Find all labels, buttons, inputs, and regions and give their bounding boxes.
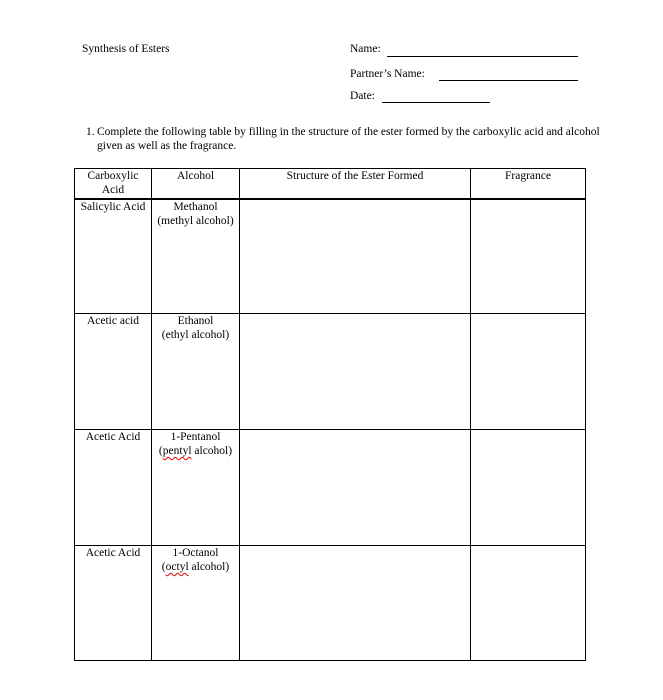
instruction-number: 1. — [86, 126, 95, 138]
alcohol-common-name — [154, 214, 237, 228]
table-header-row — [75, 169, 586, 199]
header-carboxylic-acid: Carboxylic Acid — [75, 169, 152, 199]
alcohol-cell — [152, 546, 240, 661]
table-row — [75, 546, 586, 661]
header-fragrance: Fragrance — [471, 169, 586, 199]
alcohol-common-pre: (methyl — [157, 214, 194, 227]
instruction-text: Complete the following table by filling in the structure of the ester formed by the carboxylic acid and alcohol given as well as the fragrance. — [97, 126, 600, 152]
alcohol-common-name — [154, 328, 237, 342]
alcohol-common-pre: ( — [158, 445, 163, 457]
alcohol-common-post: alcohol) — [191, 445, 233, 457]
alcohol-common-word: octyl — [165, 561, 189, 573]
table-row — [75, 430, 586, 546]
name-field[interactable] — [387, 56, 578, 57]
header-structure: Structure of the Ester Formed — [240, 169, 471, 199]
ester-table — [74, 168, 586, 661]
header-alcohol: Alcohol — [152, 169, 240, 199]
alcohol-name: 1-Octanol — [172, 547, 219, 559]
alcohol-name: Methanol — [173, 200, 218, 213]
fragrance-cell[interactable] — [471, 199, 586, 314]
worksheet-title: Synthesis of Esters — [82, 43, 170, 55]
table-row — [75, 314, 586, 430]
acid-cell: Acetic acid — [75, 314, 152, 430]
structure-cell[interactable] — [240, 314, 471, 430]
date-field[interactable] — [382, 102, 490, 103]
alcohol-common-post: alcohol) — [188, 561, 230, 573]
name-label: Name: — [350, 43, 381, 55]
fragrance-cell[interactable] — [471, 430, 586, 546]
alcohol-cell — [152, 430, 240, 546]
alcohol-name: 1-Pentanol — [170, 431, 221, 443]
structure-cell[interactable] — [240, 199, 471, 314]
acid-cell: Salicylic Acid — [75, 199, 152, 314]
partner-name-label: Partner’s Name: — [350, 68, 425, 80]
alcohol-common-word: pentyl — [162, 445, 192, 457]
alcohol-cell — [152, 314, 240, 430]
fragrance-cell[interactable] — [471, 314, 586, 430]
acid-cell: Acetic Acid — [75, 430, 152, 546]
alcohol-cell — [152, 199, 240, 314]
acid-cell: Acetic Acid — [75, 546, 152, 661]
structure-cell[interactable] — [240, 430, 471, 546]
alcohol-common-name — [154, 560, 237, 574]
alcohol-common-post: alcohol) — [193, 214, 234, 227]
structure-cell[interactable] — [240, 546, 471, 661]
alcohol-common-pre: (ethyl alcohol) — [161, 329, 230, 341]
date-label: Date: — [350, 90, 375, 102]
alcohol-name: Ethanol — [177, 315, 214, 327]
table-row — [75, 199, 586, 314]
alcohol-common-name — [154, 444, 237, 458]
fragrance-cell[interactable] — [471, 546, 586, 661]
partner-name-field[interactable] — [439, 80, 578, 81]
alcohol-common-pre: ( — [161, 561, 166, 573]
